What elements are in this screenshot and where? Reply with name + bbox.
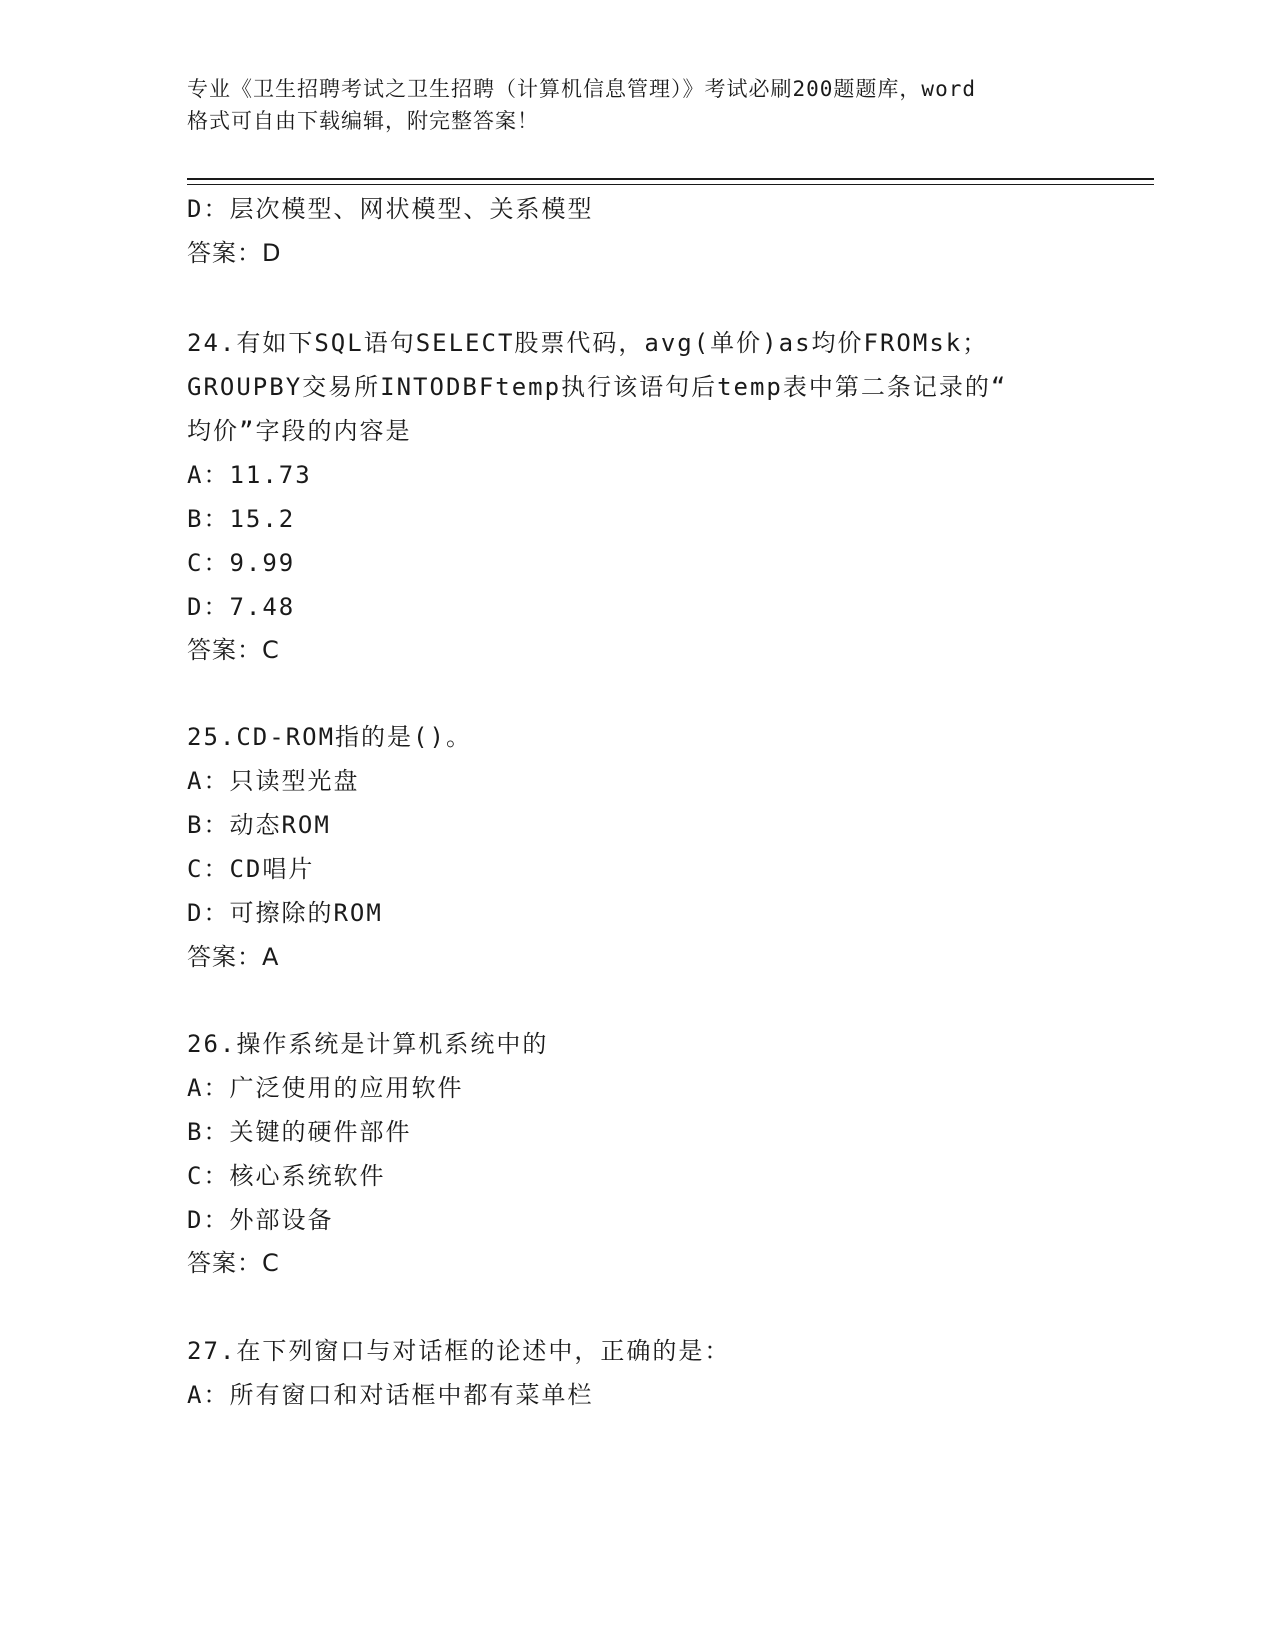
header-divider-thin <box>187 184 1154 185</box>
q24-option-a: A：11.73 <box>187 461 312 489</box>
q25-option-b: B：动态ROM <box>187 811 331 839</box>
header-title-line2: 格式可自由下载编辑，附完整答案！ <box>187 109 539 133</box>
q25-option-a: A：只读型光盘 <box>187 767 360 795</box>
q24-option-c: C：9.99 <box>187 549 296 577</box>
header-divider-thick <box>187 178 1154 180</box>
q27-option-a: A：所有窗口和对话框中都有菜单栏 <box>187 1381 594 1409</box>
q26-option-a: A：广泛使用的应用软件 <box>187 1074 464 1102</box>
q24-option-b: B：15.2 <box>187 505 296 533</box>
q26-option-c: C：核心系统软件 <box>187 1162 386 1190</box>
q26-answer: 答案：C <box>187 1249 280 1277</box>
prev-option-d: D：层次模型、网状模型、关系模型 <box>187 195 594 223</box>
q25-option-c: C：CD唱片 <box>187 855 315 883</box>
q27-stem: 27.在下列窗口与对话框的论述中，正确的是： <box>187 1337 731 1365</box>
q24-answer: 答案：C <box>187 636 280 664</box>
prev-answer: 答案：D <box>187 239 282 267</box>
q24-option-d: D：7.48 <box>187 593 296 621</box>
q24-stem-line3: 均价”字段的内容是 <box>187 417 412 445</box>
q25-answer: 答案：A <box>187 943 280 971</box>
q26-option-d: D：外部设备 <box>187 1206 334 1234</box>
q25-option-d: D：可擦除的ROM <box>187 899 383 927</box>
page-header <box>187 73 1087 137</box>
header-title-line1: 专业《卫生招聘考试之卫生招聘（计算机信息管理）》考试必刷200题题库，word <box>187 77 976 101</box>
q26-option-b: B：关键的硬件部件 <box>187 1118 412 1146</box>
q24-stem-line1: 24.有如下SQL语句SELECT股票代码，avg(单价)as均价FROMsk； <box>187 329 989 357</box>
q26-stem: 26.操作系统是计算机系统中的 <box>187 1030 549 1058</box>
q25-stem: 25.CD-ROM指的是()。 <box>187 723 472 751</box>
q24-stem-line2: GROUPBY交易所INTODBFtemp执行该语句后temp表中第二条记录的“ <box>187 373 1008 401</box>
